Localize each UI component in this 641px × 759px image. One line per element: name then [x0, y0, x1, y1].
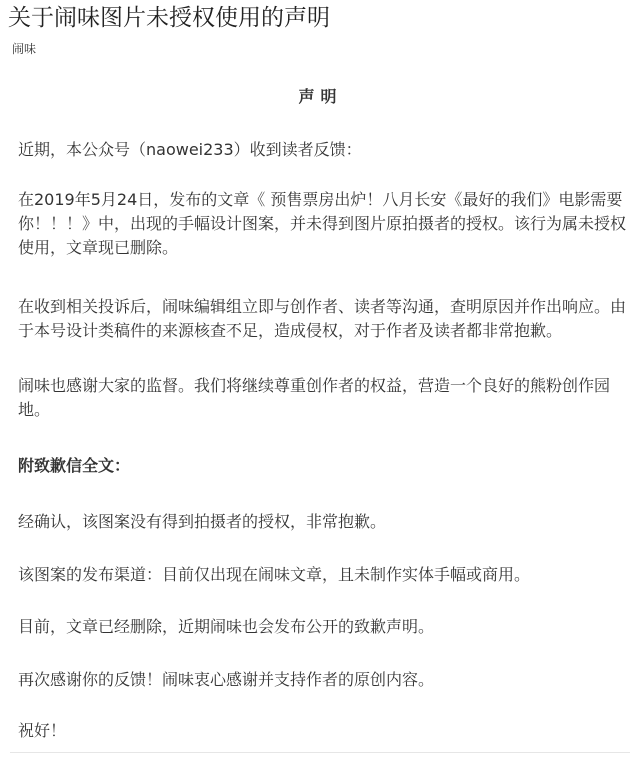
paragraph-intro: 近期，本公众号（naowei233）收到读者反馈：	[18, 140, 362, 159]
paragraph-deleted: 目前，文章已经删除，近期闹味也会发布公开的致歉声明。	[18, 617, 435, 636]
article-author[interactable]: 闹味	[12, 42, 37, 56]
paragraph-channel: 该图案的发布渠道：目前仅出现在闹味文章，且未制作实体手幅或商用。	[18, 565, 531, 584]
paragraph-incident: 在2019年5月24日，发布的文章《 预售票房出炉！八月长安《最好的我们》电影需要你！！！》中，出现的手幅设计图案，并未得到图片原拍摄者的授权。该行为属未授权使用，文章现已删除。	[18, 190, 627, 257]
paragraph-gratitude: 再次感谢你的反馈！闹味衷心感谢并支持作者的原创内容。	[18, 670, 435, 689]
paragraph-closing: 祝好！	[18, 721, 67, 740]
paragraph-thanks: 闹味也感谢大家的监督。我们将继续尊重创作者的权益，营造一个良好的熊粉创作园地。	[18, 376, 611, 419]
paragraph-response: 在收到相关投诉后，闹味编辑组立即与创作者、读者等沟通，查明原因并作出响应。由于本号设计类稿件的来源核查不足，造成侵权，对于作者及读者都非常抱歉。	[18, 297, 627, 340]
bottom-divider	[10, 752, 630, 753]
article-title: 关于闹味图片未授权使用的声明	[8, 5, 330, 31]
statement-heading: 声明	[298, 87, 343, 106]
apology-letter-heading: 附致歉信全文：	[18, 456, 131, 475]
paragraph-confirmation: 经确认，该图案没有得到拍摄者的授权，非常抱歉。	[18, 512, 387, 531]
